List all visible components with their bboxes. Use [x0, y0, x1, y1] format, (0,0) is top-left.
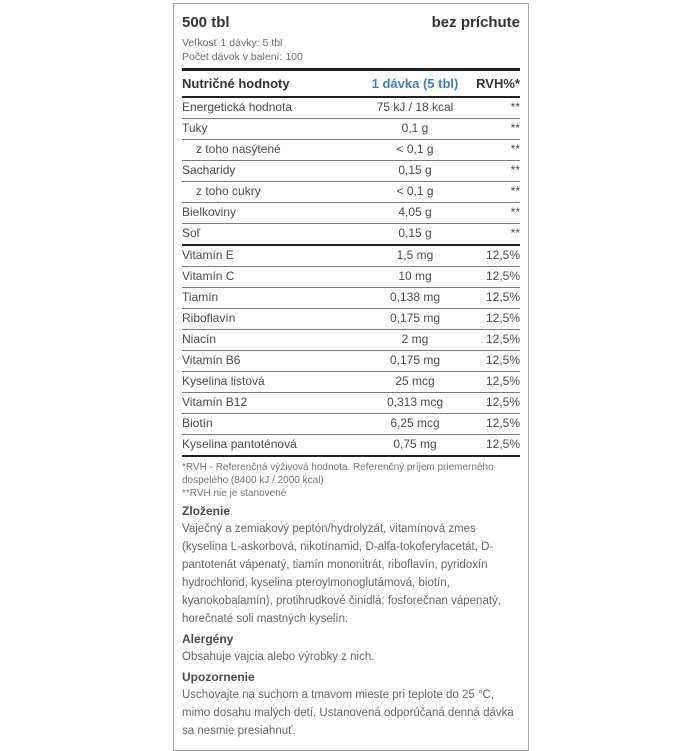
table-row	[182, 224, 520, 246]
row-label: Soľ	[182, 224, 365, 246]
table-row	[182, 351, 520, 372]
row-value: 0,175 mg	[365, 309, 465, 330]
row-value: 0,175 mg	[365, 351, 465, 372]
row-label: Kyselina listová	[182, 372, 365, 393]
row-rvh: **	[465, 224, 520, 246]
row-label: Sacharidy	[182, 161, 365, 182]
table-row	[182, 140, 520, 161]
row-rvh: 12,5%	[465, 245, 520, 267]
table-row	[182, 414, 520, 435]
row-rvh: 12,5%	[465, 372, 520, 393]
row-label: Bielkoviny	[182, 203, 365, 224]
nutrition-table-body	[182, 97, 520, 456]
table-row	[182, 161, 520, 182]
table-row	[182, 288, 520, 309]
row-rvh: 12,5%	[465, 435, 520, 457]
table-row	[182, 435, 520, 457]
column-header-rvh: RVH%*	[465, 70, 520, 98]
column-header-nutrients: Nutričné hodnoty	[182, 70, 365, 98]
row-label: z toho cukry	[182, 182, 365, 203]
label-header	[182, 12, 520, 36]
row-label: Tuky	[182, 119, 365, 140]
table-row	[182, 119, 520, 140]
section-body-ingredients: Vaječný a zemiakový peptón/hydrolyzát, vitamínová zmes (kyselina L-askorbová, nikotínamid, D-alfa-tokoferylacetát, D-pantotenát vápenatý, tiamín mononitrát, riboflavín, pyridoxín hydrochlorid, kyselina pteroylmonoglutámová, biotín, kyanokobalamín), protihrudkové činidlá: fosforečnan vápenatý, horečnaté soli mastných kyselín.	[182, 523, 501, 625]
row-rvh: 12,5%	[465, 393, 520, 414]
row-rvh: **	[465, 203, 520, 224]
row-label: z toho nasýtené	[182, 140, 365, 161]
serving-size: Veľkosť 1 dávky: 5 tbl	[182, 37, 283, 49]
footnote-rvh-definition: *RVH - Referenčná výživová hodnota. Referenčný príjem priemerného dospelého (8400 kJ / 2000 kcal)	[182, 462, 494, 486]
row-rvh: 12,5%	[465, 330, 520, 351]
row-rvh: 12,5%	[465, 309, 520, 330]
row-label: Niacín	[182, 330, 365, 351]
table-row	[182, 309, 520, 330]
product-flavor: bez príchute	[431, 14, 520, 31]
row-label: Tiamín	[182, 288, 365, 309]
row-value: 0,1 g	[365, 119, 465, 140]
row-label: Vitamín E	[182, 245, 365, 267]
section-body-warning: Uschovajte na suchom a tmavom mieste pri teplote do 25 °C, mimo dosahu malých detí. Ustanovená odporúčaná denná dávka sa nesmie presiahnuť.	[182, 689, 514, 737]
table-row	[182, 330, 520, 351]
row-value: 0,138 mg	[365, 288, 465, 309]
row-label: Energetická hodnota	[182, 97, 365, 119]
nutrition-label	[173, 3, 529, 751]
section-title-ingredients: Zloženie	[182, 504, 231, 518]
row-value: < 0,1 g	[365, 182, 465, 203]
servings-per-pack: Počet dávok v balení: 100	[182, 51, 303, 63]
row-value: 1,5 mg	[365, 245, 465, 267]
row-rvh: 12,5%	[465, 351, 520, 372]
table-header-row	[182, 70, 520, 98]
table-row	[182, 245, 520, 267]
row-rvh: **	[465, 161, 520, 182]
row-label: Riboflavín	[182, 309, 365, 330]
table-row	[182, 372, 520, 393]
row-value: 0,15 g	[365, 161, 465, 182]
product-size: 500 tbl	[182, 14, 230, 31]
row-label: Vitamín B12	[182, 393, 365, 414]
row-rvh: 12,5%	[465, 414, 520, 435]
row-value: 25 mcg	[365, 372, 465, 393]
footnotes	[182, 457, 520, 500]
row-value: 10 mg	[365, 267, 465, 288]
section-title-warning: Upozornenie	[182, 670, 255, 684]
column-header-serving: 1 dávka (5 tbl)	[365, 70, 465, 98]
info-sections	[182, 500, 520, 740]
row-rvh: **	[465, 119, 520, 140]
table-row	[182, 267, 520, 288]
table-row	[182, 203, 520, 224]
section-title-allergens: Alergény	[182, 632, 234, 646]
row-value: 0,313 mcg	[365, 393, 465, 414]
row-rvh: **	[465, 97, 520, 119]
row-value: 2 mg	[365, 330, 465, 351]
row-value: 4,05 g	[365, 203, 465, 224]
table-row	[182, 393, 520, 414]
row-rvh: 12,5%	[465, 267, 520, 288]
row-value: 0,75 mg	[365, 435, 465, 457]
table-row	[182, 182, 520, 203]
row-value: 75 kJ / 18 kcal	[365, 97, 465, 119]
row-label: Kyselina pantoténová	[182, 435, 365, 457]
row-rvh: **	[465, 182, 520, 203]
table-row	[182, 97, 520, 119]
section-body-allergens: Obsahuje vajcia alebo výrobky z nich.	[182, 651, 375, 663]
row-label: Vitamín B6	[182, 351, 365, 372]
row-rvh: 12,5%	[465, 288, 520, 309]
row-label: Vitamín C	[182, 267, 365, 288]
footnote-rvh-not-set: **RVH nie je stanovené	[182, 488, 287, 499]
nutrition-table	[182, 68, 520, 457]
row-value: 6,25 mcg	[365, 414, 465, 435]
row-label: Biotín	[182, 414, 365, 435]
row-value: 0,15 g	[365, 224, 465, 246]
row-value: < 0,1 g	[365, 140, 465, 161]
row-rvh: **	[465, 140, 520, 161]
